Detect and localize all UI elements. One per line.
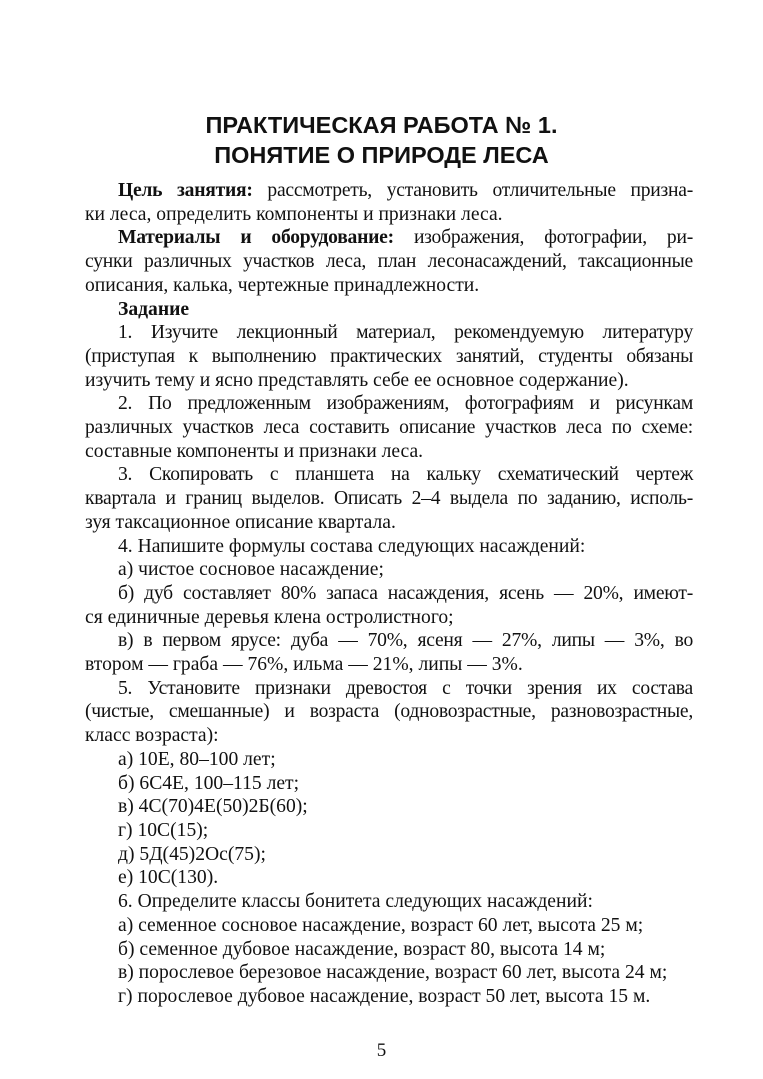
line-text: б) семенное дубовое насаждение, возраст 80, высота 14 м; [118, 938, 606, 960]
text-line [85, 677, 693, 701]
text-line [85, 463, 693, 487]
text-line [85, 938, 693, 962]
line-text: класс возраста): [85, 725, 219, 747]
line-text: ся единичные деревья клена остролистного; [85, 606, 454, 628]
text-line [85, 819, 693, 843]
line-text: в) 4С(70)4Е(50)2Б(60); [118, 796, 308, 818]
page-title-line-1: ПРАКТИЧЕСКАЯ РАБОТА № 1. [205, 112, 558, 138]
line-text: квартала и границ выделов. Описать 2–4 выдела по заданию, исполь- [85, 488, 693, 510]
line-text: б) дуб составляет 80% запаса насаждения, ясень — 20%, имеют- [118, 582, 693, 604]
text-line [85, 582, 693, 606]
line-text: 3. Скопировать с планшета на кальку схематический чертеж [118, 464, 693, 486]
text-line [85, 511, 693, 535]
text-line [85, 298, 693, 322]
line-text: (приступая к выполнению практических занятий, студенты обязаны [85, 345, 693, 367]
line-text: изучить тему и ясно представлять себе ее основное содержание). [85, 369, 629, 391]
line-text: ки леса, определить компоненты и признаки леса. [85, 203, 503, 225]
text-line [85, 866, 693, 890]
line-text: зуя таксационное описание квартала. [85, 511, 396, 533]
line-text: составные компоненты и признаки леса. [85, 440, 424, 462]
line-text: 4. Напишите формулы состава следующих насаждений: [118, 535, 586, 557]
line-text: в) в первом ярусе: дуба — 70%, ясеня — 27%, липы — 3%, во [118, 630, 693, 652]
line-text: втором — граба — 76%, ильма — 21%, липы — 3%. [85, 654, 523, 676]
line-text: г) порослевое дубовое насаждение, возраст 50 лет, высота 15 м. [118, 985, 651, 1007]
text-line [85, 416, 693, 440]
text-line [85, 629, 693, 653]
text-line [85, 179, 693, 203]
text-line [85, 843, 693, 867]
line-text: а) чистое сосновое насаждение; [118, 559, 384, 581]
page-number: 5 [376, 1040, 387, 1061]
line-text: б) 6С4Е, 100–115 лет; [118, 772, 300, 794]
line-text: 2. По предложенным изображениям, фотографиям и рисункам [118, 393, 693, 415]
text-line [85, 961, 693, 985]
text-line [85, 985, 693, 1009]
text-line [85, 440, 693, 464]
line-text: 5. Установите признаки древостоя с точки зрения их состава [118, 677, 693, 699]
line-text: д) 5Д(45)2Ос(75); [118, 843, 266, 865]
document-body [85, 179, 693, 1009]
text-line [85, 226, 693, 250]
text-line [85, 321, 693, 345]
text-line [85, 700, 693, 724]
text-line [85, 748, 693, 772]
line-text: е) 10С(130). [118, 867, 219, 889]
line-text: 6. Определите классы бонитета следующих насаждений: [118, 891, 593, 913]
text-line [85, 724, 693, 748]
line-text: в) порослевое березовое насаждение, возраст 60 лет, высота 24 м; [118, 962, 668, 984]
text-line [85, 606, 693, 630]
page-title-line-2: ПОНЯТИЕ О ПРИРОДЕ ЛЕСА [214, 142, 549, 168]
line-text: изображения, фотографии, ри- [393, 227, 693, 249]
text-line [85, 914, 693, 938]
line-text: а) семенное сосновое насаждение, возраст 60 лет, высота 25 м; [118, 914, 644, 936]
text-line [85, 795, 693, 819]
bold-lead-in: Материалы и оборудование: [118, 227, 394, 249]
text-line [85, 487, 693, 511]
text-line [85, 653, 693, 677]
line-text: различных участков леса составить описание участков леса по схеме: [85, 417, 693, 439]
text-line [85, 203, 693, 227]
line-text: а) 10Е, 80–100 лет; [118, 748, 276, 770]
bold-lead-in: Задание [118, 298, 190, 320]
text-line [85, 772, 693, 796]
text-line [85, 392, 693, 416]
line-text: рассмотреть, установить отличительные призна- [252, 180, 693, 201]
line-text: сунки различных участков леса, план лесонасаждений, таксационные [85, 251, 693, 273]
line-text: описания, калька, чертежные принадлежности. [85, 274, 480, 296]
text-line [85, 369, 693, 393]
text-line [85, 890, 693, 914]
line-text: (чистые, смешанные) и возраста (одновозрастные, разновозрастные, [85, 701, 693, 723]
line-text: 1. Изучите лекционный материал, рекомендуемую литературу [118, 322, 693, 344]
text-line [85, 345, 693, 369]
line-text: г) 10С(15); [118, 819, 209, 841]
text-line [85, 558, 693, 582]
text-line [85, 250, 693, 274]
bold-lead-in: Цель занятия: [118, 180, 253, 201]
text-line [85, 535, 693, 559]
text-line [85, 274, 693, 298]
